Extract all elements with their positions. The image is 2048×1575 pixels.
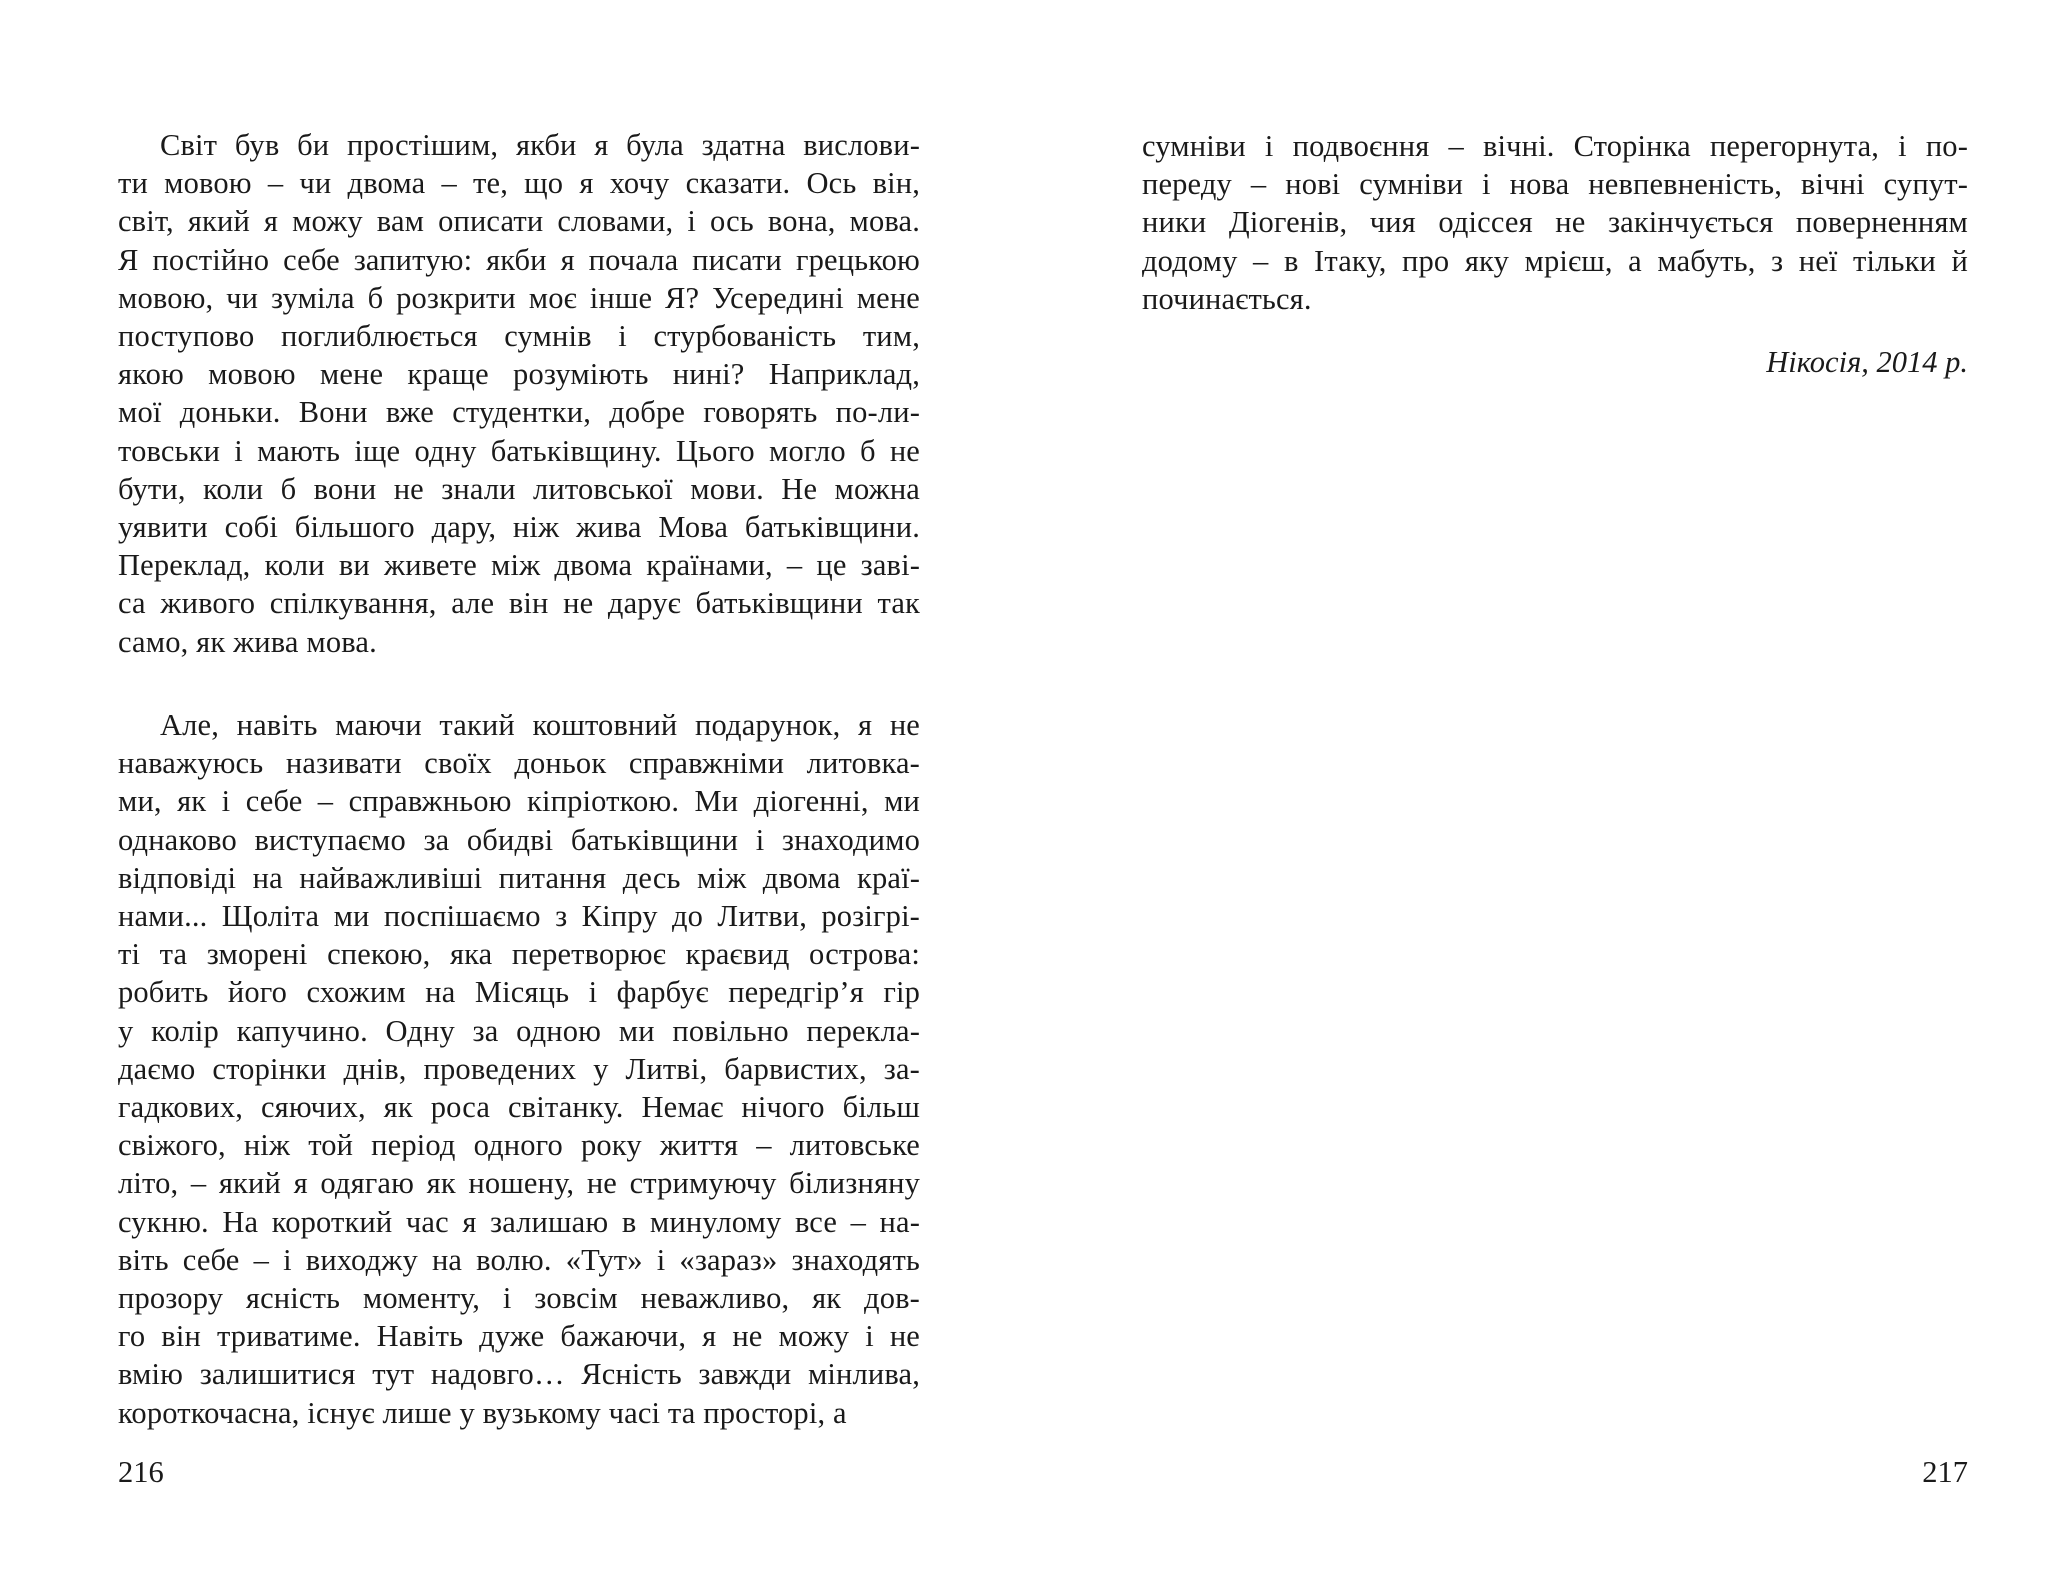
text-line: само, як жива мова. [118,624,377,659]
text-line: нами... Щоліта ми поспішаємо з Кіпру до Литви, розігрі- [118,899,920,933]
text-line: ники Діогенів, чия одіссея не закінчується поверненням [1142,205,1968,240]
text-line: якою мовою мене краще розуміють нині? Наприклад, [118,357,920,392]
text-line: переду – нові сумніви і нова невпевненість, вічні супут- [1142,167,1968,202]
text-line: однаково виступаємо за обидві батьківщини і знаходимо [118,822,920,857]
text-line: ти мовою – чи двома – те, що я хочу сказати. Ось він, [118,166,920,201]
text-line: Але, навіть маючи такий коштовний подарунок, я не [160,708,920,742]
text-line: мовою, чи зуміла б розкрити моє інше Я? Усередині мене [118,280,920,315]
text-line: бути, коли б вони не знали литовської мови. Не можна [118,471,920,506]
text-line: світ, який я можу вам описати словами, і ось вона, мова. [118,204,920,239]
page-number-left: 216 [118,1455,164,1489]
text-line: відповіді на найважливіші питання десь між двома краї- [118,860,920,895]
text-line: гадкових, сяючих, як роса світанку. Немає нічого більш [118,1090,920,1124]
text-line: у колір капучино. Одну за одною ми повільно перекла- [118,1013,920,1048]
place-date: Нікосія, 2014 р. [1766,345,1968,379]
text-line: робить його схожим на Місяць і фарбує передгір’я гір [118,975,920,1010]
text-line: сумніви і подвоєння – вічні. Сторінка перегорнута, і по- [1142,129,1968,163]
text-line: даємо сторінки днів, проведених у Литві, барвистих, за- [118,1051,920,1086]
text-line: ми, як і себе – справжньою кіпріоткою. Ми діогенні, ми [118,784,920,819]
text-line: Переклад, коли ви живете між двома країнами, – це заві- [118,548,920,583]
text-line: уявити собі більшого дару, ніж жива Мова батьківщини. [118,510,920,544]
right-page [1024,0,2048,1575]
text-line: са живого спілкування, але він не дарує батьківщини так [118,586,920,621]
text-line: Я постійно себе запитую: якби я почала писати грецькою [118,242,920,277]
text-line: ті та зморені спекою, яка перетворює краєвид острова: [118,937,920,972]
text-line: товськи і мають іще одну батьківщину. Цього могло б не [118,433,920,468]
text-line: додому – в Ітаку, про яку мрієш, а мабуть, з неї тільки й [1142,243,1968,278]
text-line: починається. [1142,281,1312,316]
text-line: свіжого, ніж той період одного року життя – литовське [118,1128,920,1163]
text-line: прозору ясність моменту, і зовсім неважливо, як дов- [118,1281,920,1315]
text-line: наважуюсь називати своїх доньок справжніми литовка- [118,746,920,781]
text-line: літо, – який я одягаю як ношену, не стримуючу білизняну [118,1166,920,1201]
text-line: Світ був би простішим, якби я була здатна вислови- [160,128,920,162]
text-line: го він триватиме. Навіть дуже бажаючи, я не можу і не [118,1319,920,1354]
text-line: сукню. На короткий час я залишаю в минулому все – на- [118,1204,920,1239]
text-line: поступово поглиблюється сумнів і стурбованість тим, [118,319,920,353]
text-line: мої доньки. Вони вже студентки, добре говорять по-ли- [118,395,920,430]
text-line: вмію залишитися тут надовго… Ясність завжди мінлива, [118,1357,920,1392]
page-number-right: 217 [1922,1455,1968,1489]
text-line: короткочасна, існує лише у вузькому часі та просторі, а [118,1395,847,1430]
text-line: віть себе – і виходжу на волю. «Тут» і «зараз» знаходять [118,1242,920,1277]
